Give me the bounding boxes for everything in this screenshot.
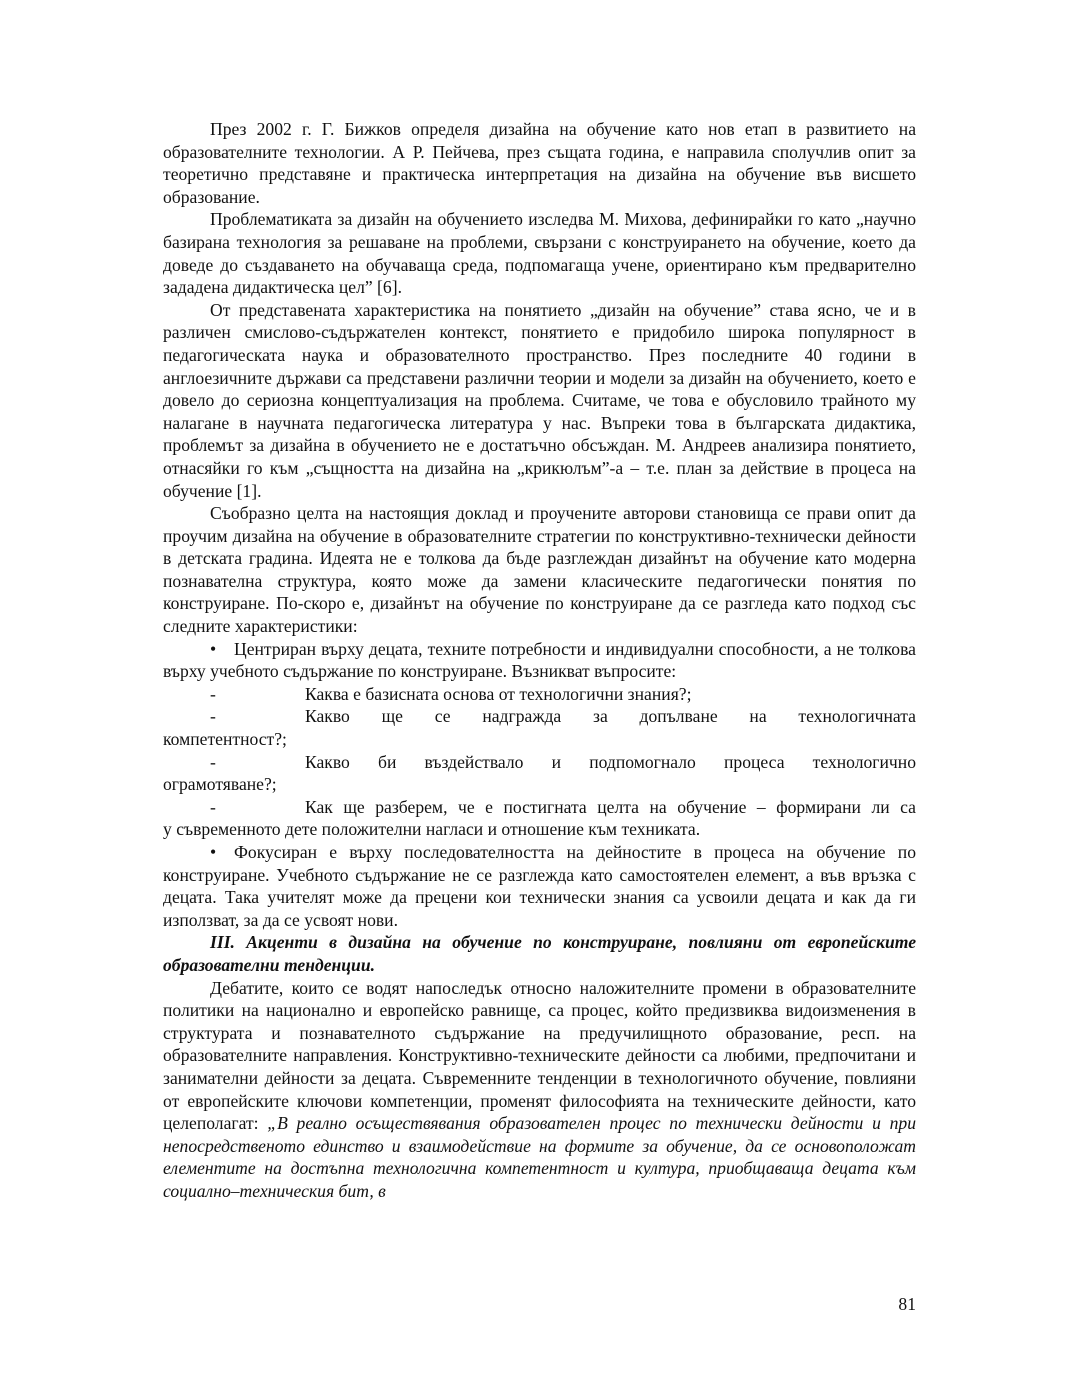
section-heading: III. Акценти в дизайна на обучение по конструиране, повлияни от европейските образователни тенденции. [163, 932, 916, 975]
paragraph-debates-quote: „В реално осъществявания образователен процес по технически дейности и при непосредственото единство и взаимодействие на формите за обучение, да се основоположат елементите на достъпна технологична компетентност и култура, приобщаваща децата към социално–техническия бит, в [163, 1113, 916, 1201]
page-number: 81 [898, 1294, 916, 1314]
question-1-text: Каква е базисната основа от технологични знания?; [305, 683, 692, 704]
bullet-text-focused: Фокусиран е върху последователността на дейностите в процеса на обучение по конструиране. Учебното съдържание не се разглежда като самостоятелен елемент, а във връзка с децата. Така учителят може да прецени кои технически знания са усвоили децата и как да ги използват, за да се усвоят нови. [163, 842, 916, 930]
question-3-text: Какво би въздействало и подпомогнало процеса технологично [305, 751, 916, 772]
bullet-item-focused [163, 841, 916, 931]
paragraph-debates-text: Дебатите, които се водят напоследък относно наложителните промени в образователните политики на национално и европейско равнище, са процес, който предизвиква видоизменения в структурата и познавателното съдържание на предучилищното образование, респ. на образователните направления. Конструктивно-техническите дейности са любими, предпочитани и занимателни дейности за децата. Съвременните тенденции в технологичното обучение, повлияни от европейските ключови компетенции, променят философията на техническите дейности, като целеполагат: [163, 977, 916, 1134]
question-3-continuation: ограмотяване?; [163, 774, 277, 795]
paragraph-debates [163, 977, 916, 1203]
question-4-continuation: у съвременното дете положителни нагласи и отношение към техниката. [163, 819, 701, 840]
question-4 [163, 796, 916, 819]
question-2-text: Какво ще се надгражда за допълване на технологичната [305, 706, 916, 727]
paragraph-report-goal: Съобразно целта на настоящия доклад и проучените авторови становища се прави опит да проучим дизайна на обучение в образователните стратегии по конструктивно-технически дейности в детската градина. Идеята не е толкова да бъде разглеждан дизайнът на обучение като модерна познавателна структура, която може да замени класическите педагогически понятия по конструиране. По-скоро е, дизайнът на обучение по конструиране да се разгледа като подход със следните характеристики: [163, 503, 916, 637]
paragraph-bizhkov: През 2002 г. Г. Бижков определя дизайна на обучение като нов етап в развитието на образователните технологии. А Р. Пейчева, през същата година, е направила сполучлив опит за теоретично представяне и практическа интерпретация на дизайна на обучение във висшето образование. [163, 119, 916, 207]
document-page [163, 118, 916, 1203]
paragraph-characteristics: От представената характеристика на понятието „дизайн на обучение” става ясно, че и в различен смислово-съдържателен контекст, понятието е придобило широка популярност в педагогическата наука и образователното пространство. През последните 40 години в англоезичните държави са представени различни теории и модели за дизайн на обучението, което е довело до сериозна концептуализация на проблема. Считаме, че това е обусловило трайното му налагане в научната педагогическа литература у нас. Въпреки това в българската дидактика, проблемът за дизайна в обучението не е достатъчно обсъждан. М. Андреев анализира понятието, отнасяйки го към „същността на дизайна на „крикюлъм”-а – т.е. план за действие в процеса на обучение [1]. [163, 299, 916, 501]
dash-marker: - [210, 683, 216, 704]
question-2 [163, 705, 916, 728]
question-1 [163, 683, 916, 706]
dash-marker: - [210, 796, 216, 817]
bullet-item-centered [163, 638, 916, 683]
bullet-icon: • [210, 842, 217, 862]
question-3 [163, 751, 916, 774]
bullet-text-centered: Центриран върху децата, техните потребности и индивидуални способности, а не толкова върху учебното съдържание по конструиране. Възникват въпросите: [163, 638, 916, 682]
question-4-text: Как ще разберем, че е постигната целта на обучение – формирани ли са [305, 796, 916, 817]
question-2-continuation: компетентност?; [163, 729, 287, 750]
paragraph-mihova: Проблематиката за дизайн на обучението изследва М. Михова, дефинирайки го като „научно базирана технология за решаване на проблеми, свързани с конструирането на обучение, което да доведе до създаването на обучаваща среда, подпомагаща учене, ориентирано към предварително зададена дидактическа цел” [6]. [163, 209, 916, 298]
dash-marker: - [210, 706, 216, 727]
dash-marker: - [210, 751, 216, 772]
bullet-icon: • [210, 638, 217, 659]
